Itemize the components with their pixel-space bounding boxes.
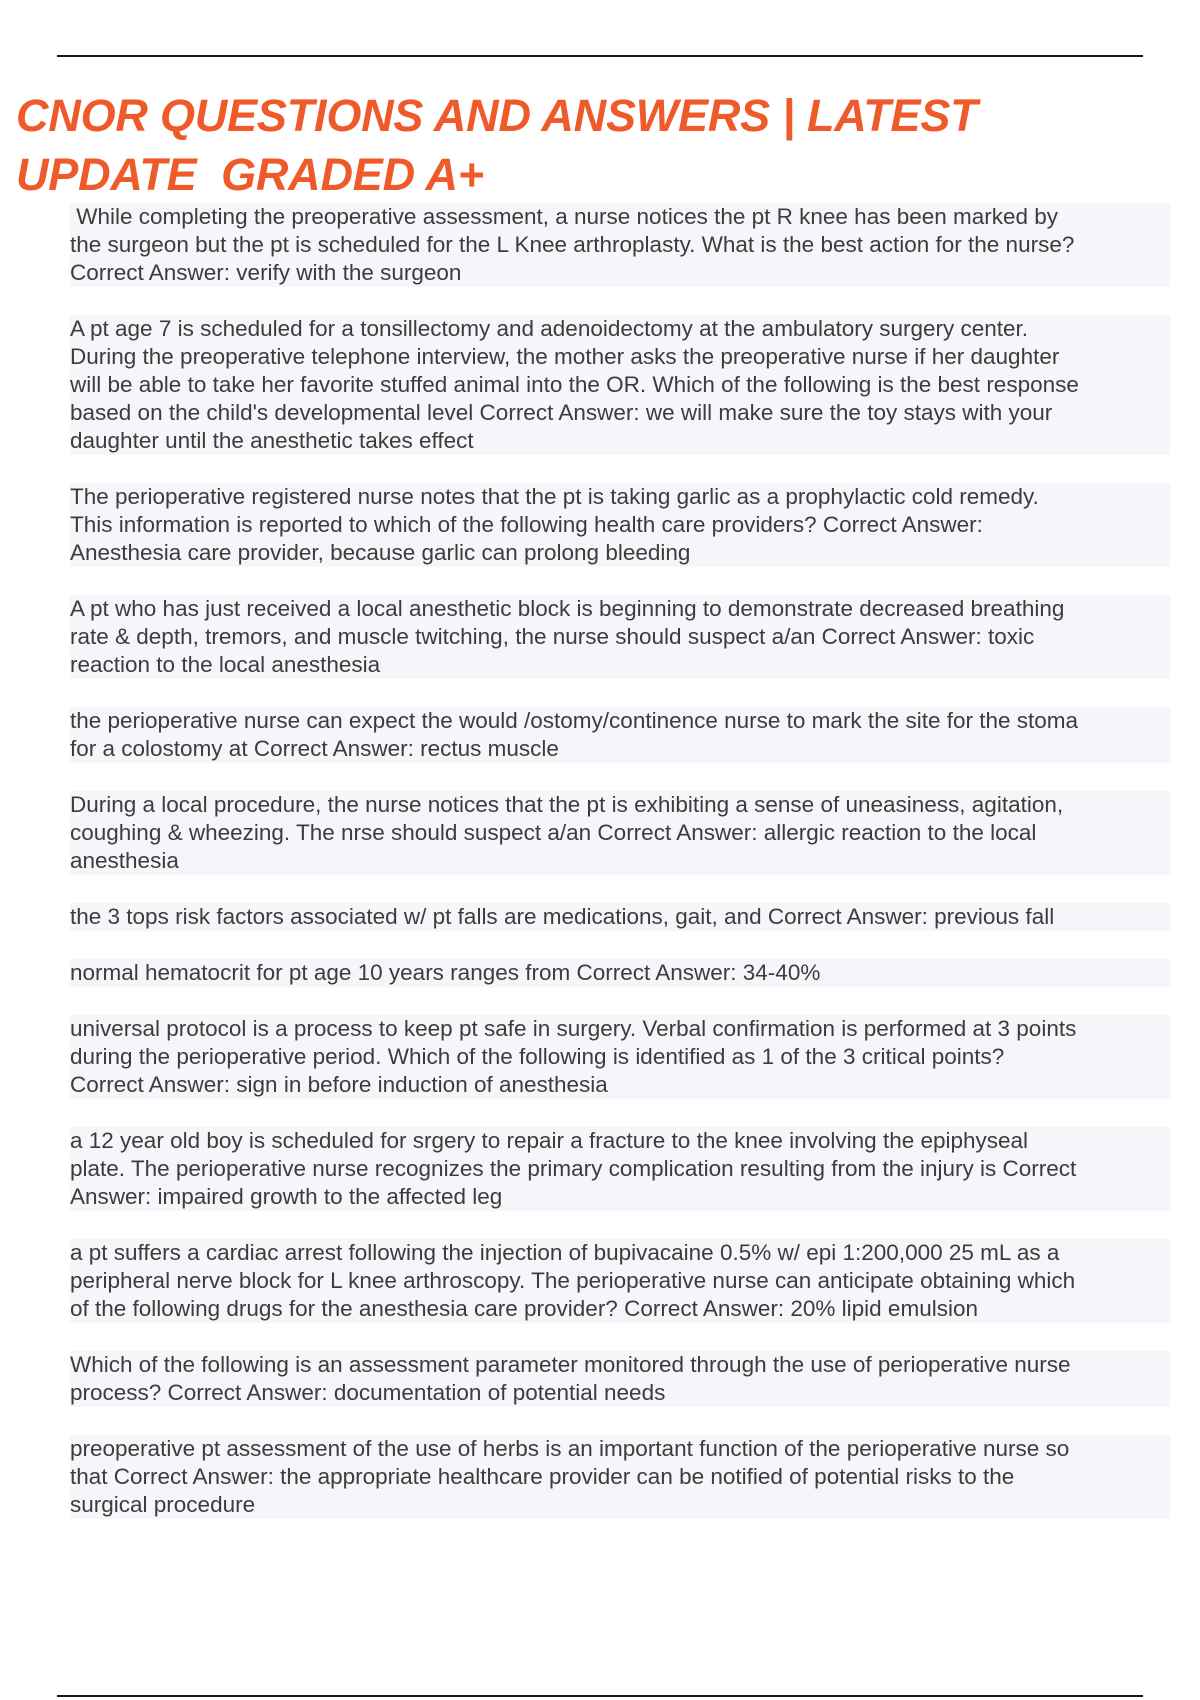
- qa-item-11: a pt suffers a cardiac arrest following the injection of bupivacaine 0.5% w/ epi 1:200,000 25 mL as a peripheral nerve block for L knee arthroscopy. The perioperative nurse can anticipate obtaining which of the following drugs for the anesthesia care provider? Correct Answer: 20% lipid emulsion: [70, 1239, 1170, 1323]
- qa-item-3: The perioperative registered nurse notes that the pt is taking garlic as a prophylactic cold remedy. This information is reported to which of the following health care providers? Correct Answer: Anesthesia care provider, because garlic can prolong bleeding: [70, 483, 1170, 567]
- qa-item-4: A pt who has just received a local anesthetic block is beginning to demonstrate decreased breathing rate & depth, tremors, and muscle twitching, the nurse should suspect a/an Correct Answer: toxic reaction to the local anesthesia: [70, 595, 1170, 679]
- qa-item-7: the 3 tops risk factors associated w/ pt falls are medications, gait, and Correct Answer: previous fall: [70, 903, 1170, 931]
- qa-item-12: Which of the following is an assessment parameter monitored through the use of perioperative nurse process? Correct Answer: documentation of potential needs: [70, 1351, 1170, 1407]
- qa-item-5: the perioperative nurse can expect the would /ostomy/continence nurse to mark the site for the stoma for a colostomy at Correct Answer: rectus muscle: [70, 707, 1170, 763]
- qa-item-2: A pt age 7 is scheduled for a tonsillectomy and adenoidectomy at the ambulatory surgery center. During the preoperative telephone interview, the mother asks the preoperative nurse if her daughter will be able to take her favorite stuffed animal into the OR. Which of the following is the best response based on the child's developmental level Correct Answer: we will make sure the toy stays with your daughter until the anesthetic takes effect: [70, 315, 1170, 455]
- document-title: [16, 86, 1186, 204]
- qa-item-8: normal hematocrit for pt age 10 years ranges from Correct Answer: 34-40%: [70, 959, 1170, 987]
- title-line-1: CNOR QUESTIONS AND ANSWERS | LATEST: [16, 90, 978, 141]
- title-line-2: UPDATE GRADED A+: [16, 149, 484, 200]
- qa-item-6: During a local procedure, the nurse notices that the pt is exhibiting a sense of uneasiness, agitation, coughing & wheezing. The nrse should suspect a/an Correct Answer: allergic reaction to the local anesthesia: [70, 791, 1170, 875]
- qa-item-1: While completing the preoperative assessment, a nurse notices the pt R knee has been marked by the surgeon but the pt is scheduled for the L Knee arthroplasty. What is the best action for the nurse? Correct Answer: verify with the surgeon: [70, 203, 1170, 287]
- bottom-divider: [57, 1695, 1143, 1697]
- qa-item-10: a 12 year old boy is scheduled for srgery to repair a fracture to the knee involving the epiphyseal plate. The perioperative nurse recognizes the primary complication resulting from the injury is Correct Answer: impaired growth to the affected leg: [70, 1127, 1170, 1211]
- qa-list: [70, 203, 1170, 1547]
- top-divider: [57, 55, 1143, 57]
- qa-item-13: preoperative pt assessment of the use of herbs is an important function of the perioperative nurse so that Correct Answer: the appropriate healthcare provider can be notified of potential risks to the surgical procedure: [70, 1435, 1170, 1519]
- qa-item-9: universal protocol is a process to keep pt safe in surgery. Verbal confirmation is performed at 3 points during the perioperative period. Which of the following is identified as 1 of the 3 critical points? Correct Answer: sign in before induction of anesthesia: [70, 1015, 1170, 1099]
